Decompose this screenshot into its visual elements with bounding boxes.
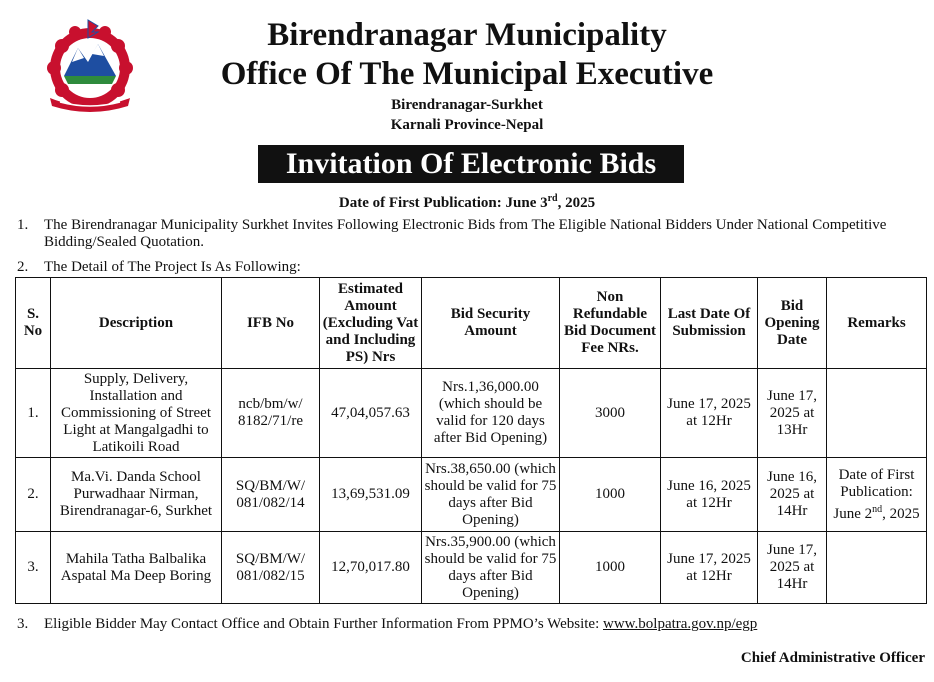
header-fee: Non Refundable Bid Document Fee NRs. [560, 278, 661, 369]
row-bid-security: Nrs.38,650.00 (which should be valid for 75 days after Bid Opening) [422, 458, 560, 532]
point-1-text: The Birendranagar Municipality Surkhet Invites Following Electronic Bids from The Eligible National Bidders Under National Competitive Bidding/Sealed Quotation. [44, 217, 887, 250]
row-sno: 1. [16, 369, 51, 458]
row-sno: 2. [16, 458, 51, 532]
header-bid-security: Bid Security Amount [422, 278, 560, 369]
municipality-title: Birendranagar Municipality [267, 17, 667, 53]
row-bid-security: Nrs.1,36,000.00 (which should be valid for 120 days after Bid Opening) [422, 369, 560, 458]
publication-date: Date of First Publication: June 3rd, 2025 [338, 193, 596, 211]
address-line-1: Birendranagar-Surkhet [391, 97, 543, 113]
row-description: Mahila Tatha Balbalika Aspatal Ma Deep Boring [51, 532, 222, 604]
row-remarks: Date of First Publication: June 2nd, 2025 [827, 458, 927, 532]
row-last-date: June 17, 2025 at 12Hr [661, 369, 758, 458]
point-2-number: 2. [17, 259, 29, 275]
office-title: Office Of The Municipal Executive [220, 56, 714, 92]
row-opening: June 17, 2025 at 14Hr [758, 532, 827, 604]
row-last-date: June 16, 2025 at 12Hr [661, 458, 758, 532]
point-1-number: 1. [17, 217, 29, 233]
row-estimated: 47,04,057.63 [320, 369, 422, 458]
row-description: Supply, Delivery, Installation and Commissioning of Street Light at Mangalgadhi to Latikoili Road [51, 369, 222, 458]
row-fee: 3000 [560, 369, 661, 458]
header-description: Description [51, 278, 222, 369]
header-sno: S. No [16, 278, 51, 369]
header-remarks: Remarks [827, 278, 927, 369]
row-description: Ma.Vi. Danda School Purwadhaar Nirman, Birendranagar-6, Surkhet [51, 458, 222, 532]
row-remarks [827, 369, 927, 458]
header-estimated: Estimated Amount (Excluding Vat and Including PS) Nrs [320, 278, 422, 369]
row-estimated: 12,70,017.80 [320, 532, 422, 604]
table-row [16, 369, 927, 458]
row-sno: 3. [16, 532, 51, 604]
row-remarks [827, 532, 927, 604]
header-last-date: Last Date Of Submission [661, 278, 758, 369]
signature-title: Chief Administrative Officer [740, 650, 925, 666]
row-ifb: SQ/BM/W/ 081/082/15 [222, 532, 320, 604]
ppmo-website-link[interactable]: www.bolpatra.gov.np/egp [603, 616, 758, 632]
address-line-2: Karnali Province-Nepal [390, 117, 544, 133]
bids-table [15, 277, 927, 604]
row-bid-security: Nrs.35,900.00 (which should be valid for 75 days after Bid Opening) [422, 532, 560, 604]
point-2-text: The Detail of The Project Is As Following: [44, 259, 301, 275]
row-fee: 1000 [560, 458, 661, 532]
header-ifb: IFB No [222, 278, 320, 369]
row-opening: June 16, 2025 at 14Hr [758, 458, 827, 532]
table-header-row [16, 278, 927, 369]
table-row [16, 458, 927, 532]
invitation-banner: Invitation Of Electronic Bids [258, 145, 684, 183]
point-3-text: Eligible Bidder May Contact Office and Obtain Further Information From PPMO’s Website: www.bolpatra.gov.np/egp [44, 616, 758, 632]
row-ifb: ncb/bm/w/ 8182/71/re [222, 369, 320, 458]
row-last-date: June 17, 2025 at 12Hr [661, 532, 758, 604]
header-opening: Bid Opening Date [758, 278, 827, 369]
row-estimated: 13,69,531.09 [320, 458, 422, 532]
table-row [16, 532, 927, 604]
point-3-number: 3. [17, 616, 29, 632]
row-opening: June 17, 2025 at 13Hr [758, 369, 827, 458]
row-fee: 1000 [560, 532, 661, 604]
row-ifb: SQ/BM/W/ 081/082/14 [222, 458, 320, 532]
